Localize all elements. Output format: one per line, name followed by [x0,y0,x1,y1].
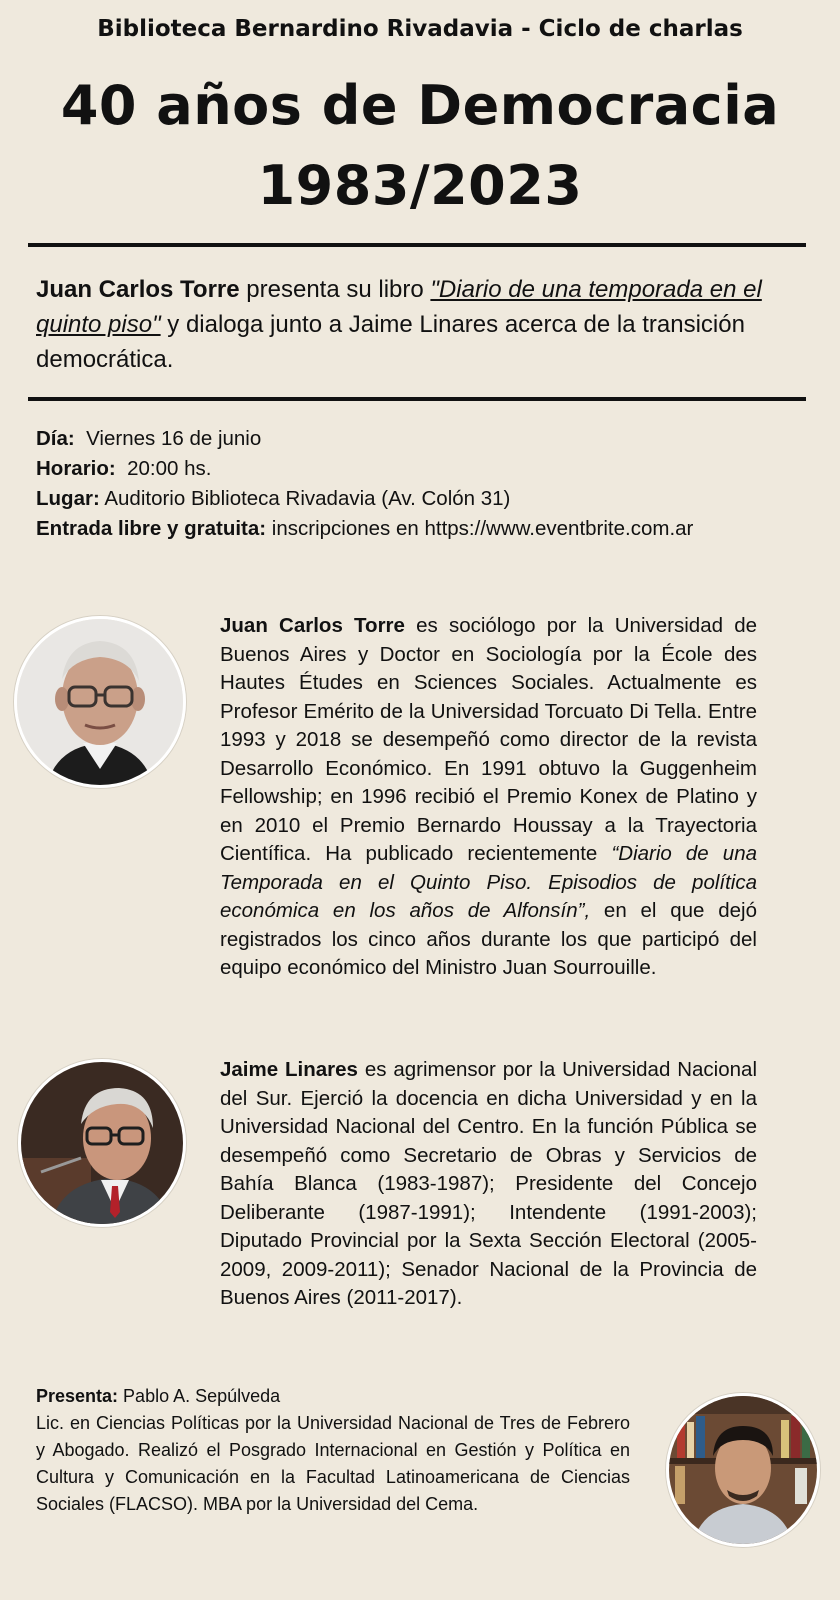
presenter-label: Presenta: [36,1386,119,1406]
presenter-bio: Lic. en Ciencias Políticas por la Universidad Nacional de Tres de Febrero y Abogado. Realizó el Posgrado Internacional en Gestión y Política en Cultura y Comunicación en la Facultad Latinoamericana de Ciencias Sociales (FLACSO). MBA por la Universidad del Cema. [36,1413,630,1514]
linares-name: Jaime Linares [220,1058,358,1081]
event-title: 40 años de Democracia [60,74,780,137]
divider-bottom [28,397,806,401]
intro-book-title: "Diario de una temporada en el quinto piso" [36,276,762,338]
torre-bio-text-1: es sociólogo por la Universidad de Buenos Aires y Doctor en Sociología por la École des Hautes Études en Sciences Sociales. Actualmente es Profesor Emérito de la Universidad Torcuato Di Tella. Entre 1993 y 2018 se desempeñó como director de la revista Desarrollo Económico. En 1991 obtuvo la Guggenheim Fellowship; en 1996 recibió el Premio Konex de Platino y en 2010 el Premio Bernardo Houssay a la Trayectoria Científica. Ha publicado recientemente [220,614,757,865]
time-value: 20:00 hs. [115,457,212,480]
event-details [36,424,836,544]
intro-text-before: presenta su libro [239,276,431,303]
day-label: Día: [36,427,75,450]
presenter-heading [36,1383,630,1410]
time-label: Horario: [36,457,116,480]
torre-bio-text-2: en el que dejó registrados los cinco años durante los que participó del equipo económico del Ministro Juan Sourrouille. [220,899,757,979]
detail-day [36,424,836,454]
presenter-block [36,1383,630,1518]
intro-paragraph [36,272,806,377]
detail-place [36,484,836,514]
sepulveda-photo [666,1393,820,1547]
linares-bio-text: es agrimensor por la Universidad Nacional del Sur. Ejerció la docencia en dicha Universidad y en la Universidad Nacional del Centro. En la función Pública se desempeñó como Secretario de Obras y Servicios de Bahía Blanca (1983-1987); Presidente del Concejo Deliberante (1987-1991); Intendente (1991-2003); Diputado Provincial por la Sexta Sección Electoral (2005-2009, 2009-2011); Senador Nacional de la Provincia de Buenos Aires (2011-2017). [220,1058,757,1309]
torre-bio [220,612,757,983]
detail-time [36,454,836,484]
entry-label: Entrada libre y gratuita: [36,517,267,540]
presenter-name: Pablo A. Sepúlveda [118,1386,281,1406]
linares-bio [220,1056,757,1313]
torre-name: Juan Carlos Torre [220,614,405,637]
detail-entry [36,514,836,544]
torre-photo [14,616,186,788]
place-label: Lugar: [36,487,100,510]
divider-top [28,243,806,247]
organization-header: Biblioteca Bernardino Rivadavia - Ciclo de charlas [97,16,743,42]
day-value: Viernes 16 de junio [74,427,262,450]
place-value: Auditorio Biblioteca Rivadavia (Av. Colón 31) [99,487,511,510]
torre-book-title: “Diario de una Temporada en el Quinto Piso. Episodios de política económica en los años de Alfonsín”, [220,842,758,922]
intro-text-after: y dialoga junto a Jaime Linares acerca de la transición democrática. [36,311,745,373]
entry-value: inscripciones en https://www.eventbrite.com.ar [266,517,694,540]
event-years: 1983/2023 [257,154,583,217]
intro-speaker: Juan Carlos Torre [36,276,240,303]
linares-photo [18,1059,186,1227]
